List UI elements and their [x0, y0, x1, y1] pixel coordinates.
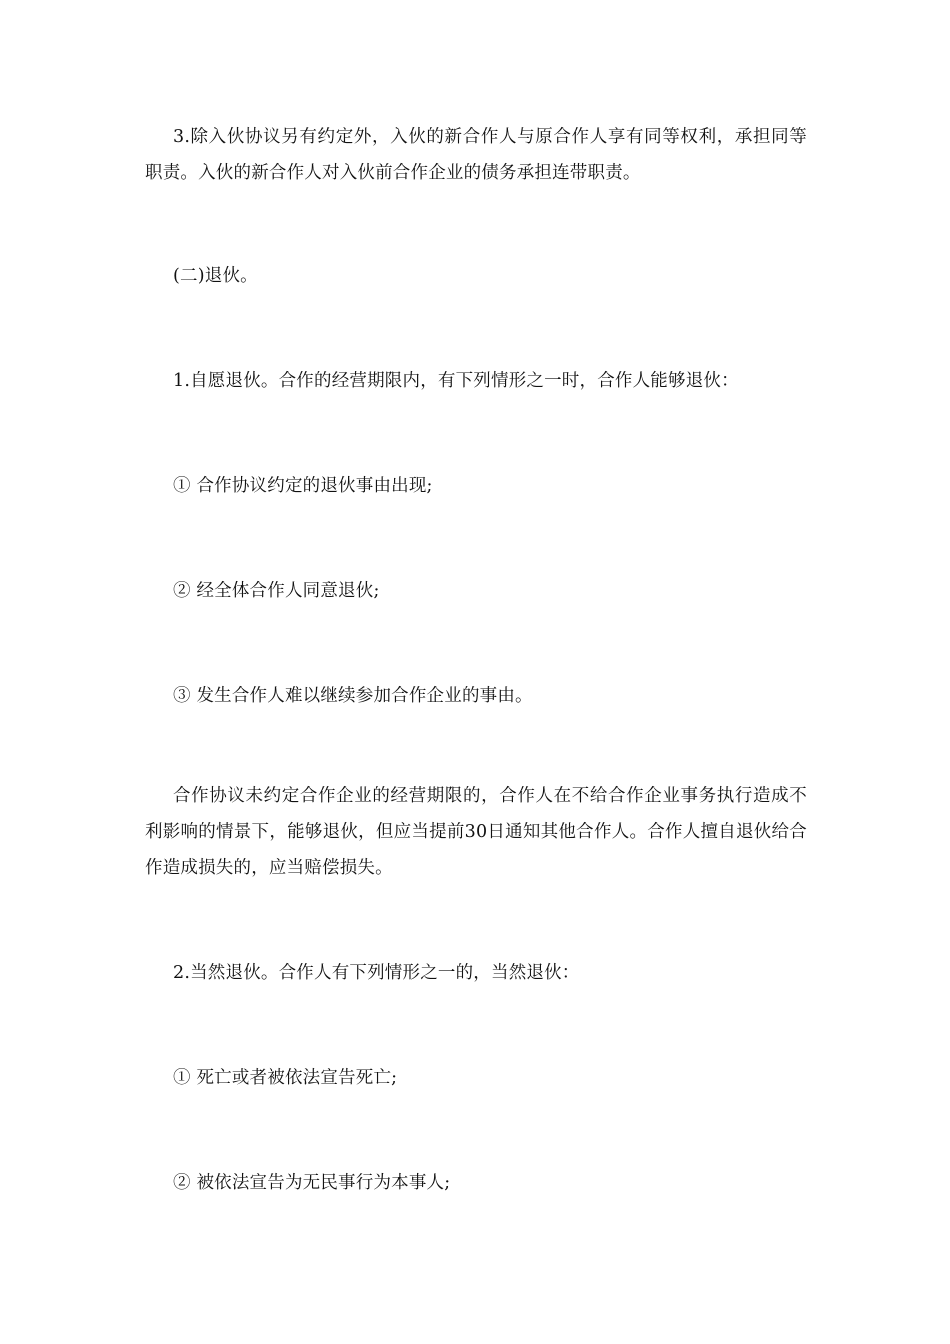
paragraph-voluntary-withdrawal: 1.自愿退伙。合作的经营期限内，有下列情形之一时，合作人能够退伙：: [173, 371, 739, 391]
list-item-automatic-2: ② 被依法宣告为无民事行为本事人;: [173, 1173, 451, 1193]
list-item-voluntary-3: ③ 发生合作人难以继续参加合作企业的事由。: [173, 686, 533, 706]
paragraph-admission-rights: 3.除入伙协议另有约定外，入伙的新合作人与原合作人享有同等权利，承担同等职责。入伙的新合作人对入伙前合作企业的债务承担连带职责。: [145, 127, 807, 183]
list-item-voluntary-1: ① 合作协议约定的退伙事由出现;: [173, 476, 433, 496]
section-heading-withdrawal: (二)退伙。: [173, 266, 258, 286]
paragraph-unspecified-term: 合作协议未约定合作企业的经营期限的，合作人在不给合作企业事务执行造成不利影响的情景下，能够退伙，但应当提前30日通知其他合作人。合作人擅自退伙给合作造成损失的，应当赔偿损失。: [145, 786, 807, 878]
paragraph-automatic-withdrawal: 2.当然退伙。合作人有下列情形之一的，当然退伙：: [173, 963, 580, 983]
list-item-automatic-1: ① 死亡或者被依法宣告死亡;: [173, 1068, 398, 1088]
list-item-voluntary-2: ② 经全体合作人同意退伙;: [173, 581, 380, 601]
